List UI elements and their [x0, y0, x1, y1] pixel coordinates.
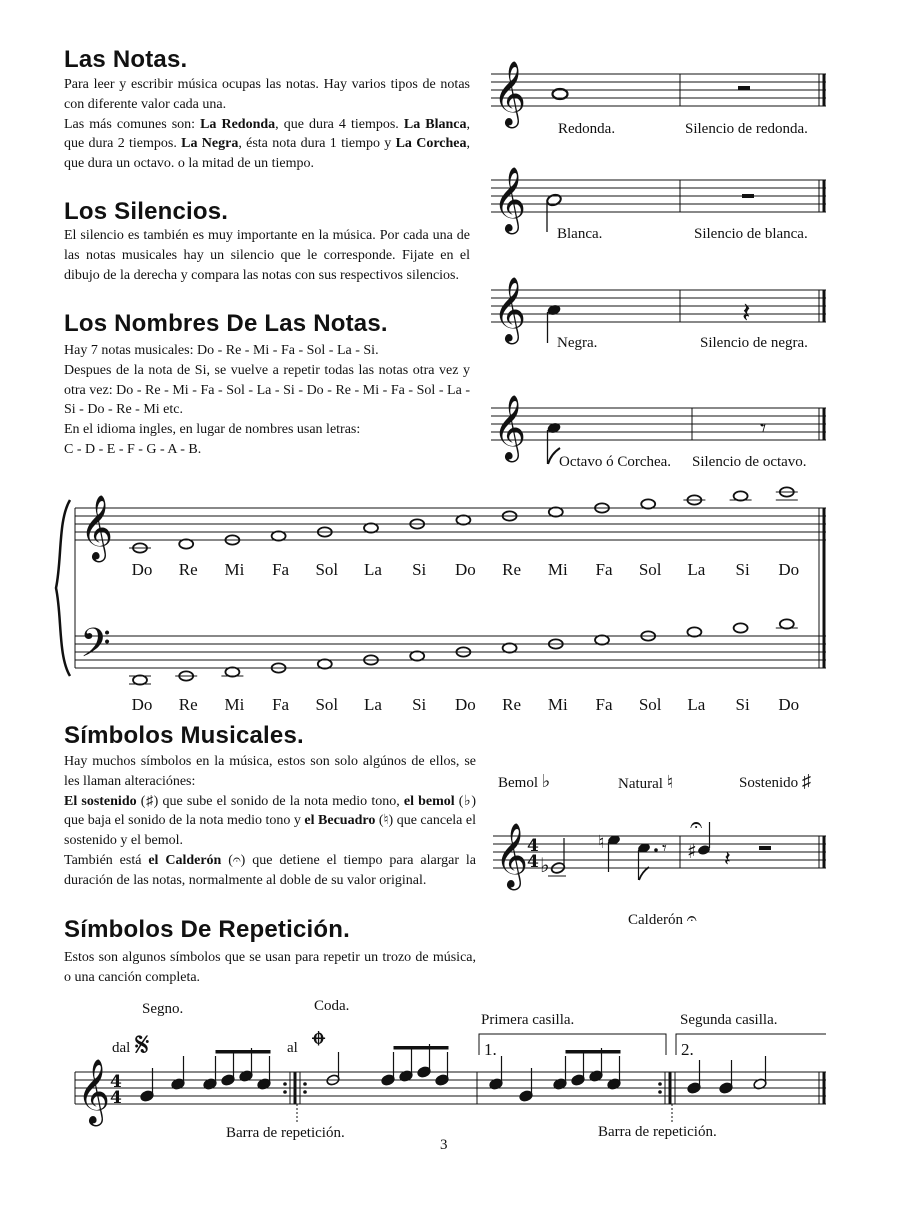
note-name: Sol [638, 560, 662, 579]
natural-icon: ♮ [598, 832, 605, 853]
nombres-l2: Despues de la nota de Si, se vuelve a repetir todas las notas otra vez y otra vez: Do - Re - Mi - Fa - Sol - La - Si - Do - Re - Mi - Fa - Sol - La - Si - Do - Re - Mi etc. [64, 362, 470, 418]
note-name: Re [502, 560, 522, 579]
beam [394, 1046, 449, 1050]
scale-note [687, 627, 701, 636]
label-redonda: Redonda. [558, 121, 616, 137]
volta-1-number: 1. [484, 1040, 497, 1059]
treble-clef-icon: 𝄞 [77, 1059, 111, 1124]
beam [566, 1050, 621, 1054]
scale-note [456, 515, 470, 524]
repetition-notes [140, 1044, 767, 1102]
heading-simbolos-musicales: Símbolos Musicales. [64, 722, 304, 749]
label-corchea: Octavo ó Corchea. [559, 454, 672, 470]
note-name: Do [455, 560, 476, 579]
term-blanca: La Blanca [403, 116, 467, 132]
treble-clef-icon: 𝄞 [493, 167, 527, 232]
note-name: Re [502, 695, 522, 714]
figure-corchea-staff [491, 408, 826, 440]
note-name: La [687, 695, 706, 714]
scale-note [133, 675, 147, 684]
time-signature-top: 4 [527, 836, 539, 856]
label-barra-repeticion-1: Barra de repetición. [226, 1125, 345, 1141]
note-name: Fa [595, 560, 613, 579]
label-silencio-negra: Silencio de negra. [700, 335, 808, 351]
half-rest [742, 194, 754, 198]
note-name: Si [735, 560, 750, 579]
note-name: La [364, 695, 382, 714]
term-corchea: La Corchea [395, 136, 467, 152]
scale-note [503, 643, 517, 652]
label-silencio-blanca: Silencio de blanca. [694, 226, 808, 242]
label-negra: Negra. [557, 335, 598, 351]
scale-note [549, 507, 563, 516]
flat-icon: ♭ [540, 853, 550, 877]
nombres-l1: Hay 7 notas musicales: Do - Re - Mi - Fa - Sol - La - Si. [64, 343, 379, 358]
figure-negra-staff [491, 290, 826, 322]
time-signature-top: 4 [110, 1072, 122, 1092]
label-sostenido: Sostenido ♯ [739, 771, 811, 791]
scale-note [272, 531, 286, 540]
label-segno: Segno. [142, 1001, 184, 1017]
time-signature-bottom: 4 [110, 1088, 122, 1108]
scale-note [364, 523, 378, 532]
repetition-staff [75, 1034, 826, 1122]
whole-rest [738, 86, 750, 90]
note-name: Re [178, 695, 198, 714]
fermata-icon: 𝄐 [690, 813, 703, 838]
heading-nombres-notas: Los Nombres De Las Notas. [64, 310, 388, 337]
scale-note [780, 619, 794, 628]
note-name: Sol [638, 695, 662, 714]
term-redonda: La Redonda [200, 116, 276, 132]
repeticion-paragraph: Estos son algunos símbolos que se usan para repetir un trozo de música, o una canción completa. [64, 950, 476, 985]
treble-clef-icon: 𝄞 [493, 61, 527, 126]
half-note [546, 193, 562, 207]
sharp-icon: ♯ [801, 771, 811, 791]
time-signature-bottom: 4 [527, 852, 539, 872]
segno-icon: 𝄋 [135, 1025, 150, 1065]
note-name: Re [178, 560, 198, 579]
treble-clef-icon: 𝄞 [80, 495, 114, 560]
eighth-rest-icon: 𝄾 [662, 838, 667, 859]
label-barra-repeticion-2: Barra de repetición. [598, 1124, 717, 1140]
label-calderon: Calderón 𝄐 [628, 908, 697, 928]
scale-note [595, 635, 609, 644]
treble-clef-icon: 𝄞 [493, 395, 527, 460]
note-name: Fa [272, 695, 290, 714]
label-silencio-octavo: Silencio de octavo. [692, 454, 807, 470]
note-name: La [364, 560, 382, 579]
eighth-note [546, 421, 561, 434]
label-blanca: Blanca. [557, 226, 603, 242]
scale-note [410, 651, 424, 660]
page-number: 3 [440, 1137, 448, 1153]
heading-las-notas: Las Notas. [64, 46, 188, 73]
natural-icon: ♮ [666, 772, 674, 792]
simbolos-paragraph [64, 752, 476, 891]
scale-note [734, 491, 748, 500]
note-name: Do [778, 695, 800, 714]
eighth-rest-icon: 𝄾 [760, 414, 767, 442]
label-segunda-casilla: Segunda casilla. [680, 1012, 778, 1028]
scale-note [641, 499, 655, 508]
grand-staff [75, 508, 826, 668]
volta-2-number: 2. [681, 1040, 694, 1059]
bass-clef-icon: 𝄢 [80, 620, 111, 676]
note-name: Si [412, 560, 427, 579]
note-name: Si [735, 695, 750, 714]
label-coda: Coda. [314, 998, 350, 1014]
simbolos-alteraciones: El sostenido (♯) que sube el sonido de la nota medio tono, el bemol (♭) que baja el sonido de la nota medio tono y el Becuadro (♮) que cancela el sostenido y el bemol. [64, 793, 477, 849]
label-primera-casilla: Primera casilla. [481, 1012, 575, 1028]
note-name: Do [131, 560, 153, 579]
note-name: Si [412, 695, 427, 714]
notas-p2: Las más comunes son: La Redonda, que dura 4 tiempos. La Blanca, que dura 2 tiempos. La Negra, ésta nota dura 1 tiempo y La Corchea, que dura un octavo. o la mitad de un tiempo. [64, 116, 471, 172]
figure-blanca-staff [491, 180, 826, 212]
nombres-l3: En el idioma ingles, en lugar de nombres usan letras: [64, 422, 361, 438]
note-name: Sol [315, 695, 339, 714]
note-name: Fa [595, 695, 613, 714]
figure-redonda-staff [491, 74, 826, 106]
scale-notes [129, 487, 798, 684]
scale-note [734, 623, 748, 632]
heading-simbolos-repeticion: Símbolos De Repetición. [64, 916, 350, 943]
quarter-rest-icon: 𝄽 [742, 296, 751, 329]
simbolos-calderon: También está el Calderón (𝄐) que detiene el tiempo para alargar la duración de las notas, normalmente al doble de su valor original. [64, 852, 477, 888]
notas-p1: Para leer y escribir música ocupas las notas. Hay varios tipos de notas con diferente valor cada una. [64, 77, 470, 112]
note-name: Mi [547, 560, 568, 579]
note-name: Do [778, 560, 800, 579]
scale-note [179, 539, 193, 548]
nombres-l4: C - D - E - F - G - A - B. [64, 441, 202, 457]
note-name: Mi [547, 695, 568, 714]
sharp-icon: ♯ [687, 839, 697, 863]
fermata-icon: 𝄐 [686, 908, 697, 928]
note-name: Sol [315, 560, 339, 579]
quarter-note [546, 303, 561, 316]
treble-clef-icon: 𝄞 [495, 823, 529, 888]
scale-note [318, 659, 332, 668]
quarter-rest-icon: 𝄽 [724, 847, 731, 872]
beam [216, 1050, 271, 1054]
heading-los-silencios: Los Silencios. [64, 198, 229, 225]
label-al: al [287, 1040, 298, 1056]
label-bemol: Bemol ♭ [498, 771, 551, 791]
brace [56, 500, 70, 676]
note-name: Mi [224, 695, 245, 714]
label-silencio-redonda: Silencio de redonda. [685, 121, 808, 137]
simbolos-intro: Hay muchos símbolos en la música, estos son solo algúnos de ellos, se les llaman alteraciónes: [64, 754, 476, 789]
scale-note [225, 667, 239, 676]
label-dal: dal [112, 1040, 131, 1056]
coda-icon: 𝄌 [312, 1023, 326, 1067]
silencios-paragraph: El silencio es también es muy importante en la música. Por cada una de las notas musicales hay un silencio que le corresponde. Fijate en el dibujo de la derecha y compara las notas con sus respectivos silencios. [64, 228, 470, 283]
note-name: Do [131, 695, 153, 714]
note-name: Mi [224, 560, 245, 579]
note-name: Do [455, 695, 476, 714]
note-name: Fa [272, 560, 290, 579]
flat-icon: ♭ [541, 771, 551, 791]
label-natural: Natural ♮ [618, 772, 674, 792]
term-negra: La Negra [181, 136, 239, 152]
treble-clef-icon: 𝄞 [493, 277, 527, 342]
note-name: La [687, 560, 706, 579]
